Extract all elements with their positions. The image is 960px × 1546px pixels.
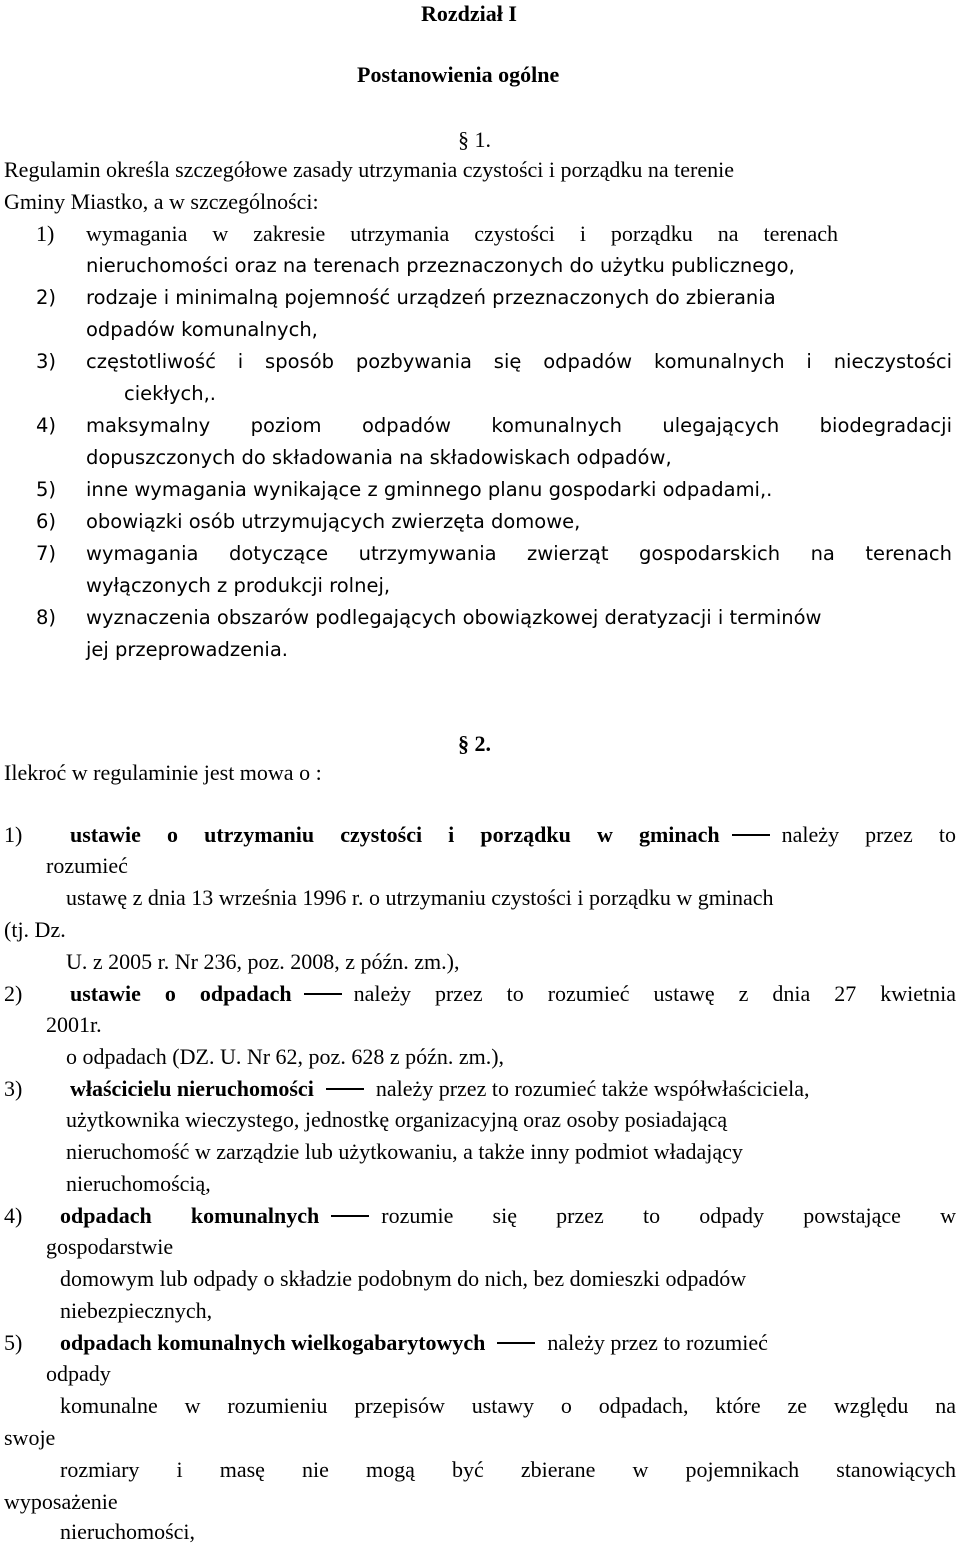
dash-separator	[331, 1215, 369, 1216]
list-item-text: wyłączonych z produkcji rolnej,	[86, 574, 391, 597]
definition-text: nieruchomość w zarządzie lub użytkowaniu, a także inny podmiot władający	[66, 1139, 743, 1164]
definition-text: ustawę z dnia 13 września 1996 r. o utrzymaniu czystości i porządku w gminach	[66, 885, 774, 910]
definition-text: domowym lub odpady o składzie podobnym do nich, bez domieszki odpadów	[60, 1266, 747, 1291]
dash-separator	[732, 834, 770, 835]
list-item-text: nieruchomości oraz na terenach przeznaczonych do użytku publicznego,	[86, 254, 795, 277]
list-item-text: maksymalny poziom odpadów komunalnych ulegających biodegradacji	[86, 414, 952, 437]
list-item-text: jej przeprowadzenia.	[86, 638, 288, 661]
chapter-title: Rozdział I	[421, 1, 517, 26]
dash-separator	[304, 993, 342, 994]
list-item-number: 7)	[36, 542, 57, 565]
list-item-text: inne wymagania wynikające z gminnego planu gospodarki odpadami,.	[86, 478, 773, 501]
definition-text: rozumie się przez to odpady powstające w	[381, 1203, 957, 1228]
definition-number: 4)	[4, 1203, 23, 1228]
definition-number: 5)	[4, 1330, 23, 1355]
definition-text: rozumieć	[46, 853, 128, 878]
list-item-number: 3)	[36, 350, 57, 373]
list-item-text: odpadów komunalnych,	[86, 318, 318, 341]
definition-text: nieruchomością,	[66, 1171, 211, 1196]
section-1-heading: § 1.	[458, 127, 491, 152]
definition-text: należy przez to rozumieć także współwłaściciela,	[375, 1076, 810, 1101]
chapter-subtitle: Postanowienia ogólne	[357, 62, 560, 87]
definition-text: (tj. Dz.	[4, 917, 66, 942]
definition-term: ustawie o odpadach	[70, 981, 292, 1006]
list-item-text: częstotliwość i sposób pozbywania się odpadów komunalnych i nieczystości	[86, 350, 952, 373]
list-item-text: rodzaje i minimalną pojemność urządzeń przeznaczonych do zbierania	[86, 286, 776, 309]
definition-text: swoje	[4, 1425, 56, 1450]
definition-text: rozmiary i masę nie mogą być zbierane w pojemnikach stanowiących	[60, 1457, 956, 1482]
section-2-heading: § 2.	[458, 731, 491, 756]
definition-text: 2001r.	[46, 1012, 102, 1037]
definition-text: należy przez to	[781, 822, 957, 847]
definition-term: odpadach komunalnych wielkogabarytowych	[60, 1330, 486, 1355]
definition-text: U. z 2005 r. Nr 236, poz. 2008, z późn. zm.),	[66, 949, 460, 974]
definition-text: nieruchomości,	[60, 1519, 196, 1544]
dash-separator	[497, 1342, 535, 1343]
definition-text: należy przez to rozumieć	[547, 1330, 768, 1355]
list-item-number: 8)	[36, 606, 57, 629]
section-1-intro-cont: Gminy Miastko, a w szczególności:	[4, 189, 319, 214]
list-item-number: 6)	[36, 510, 57, 533]
definition-text: wyposażenie	[4, 1489, 118, 1514]
dash-separator	[326, 1088, 364, 1089]
definition-lead	[60, 1329, 768, 1357]
list-item-text: dopuszczonych do składowania na składowiskach odpadów,	[86, 446, 672, 469]
list-item-number: 1)	[36, 221, 55, 246]
definition-number: 1)	[4, 822, 23, 847]
definition-text: odpady	[46, 1361, 111, 1386]
list-item-number: 5)	[36, 478, 57, 501]
definition-text: komunalne w rozumieniu przepisów ustawy o odpadach, które ze względu na	[60, 1393, 956, 1418]
definition-term: odpadach komunalnych	[60, 1203, 320, 1228]
definition-lead	[70, 821, 956, 849]
definition-text: użytkownika wieczystego, jednostkę organizacyjną oraz osoby posiadającą	[66, 1107, 728, 1132]
list-item-text: wymagania w zakresie utrzymania czystości i porządku na terenach	[86, 221, 838, 246]
list-item-number: 4)	[36, 414, 57, 437]
definition-number: 3)	[4, 1076, 23, 1101]
list-item-number: 2)	[36, 286, 57, 309]
list-item-text: ciekłych,.	[124, 382, 216, 405]
definition-number: 2)	[4, 981, 23, 1006]
definition-term: ustawie o utrzymaniu czystości i porządku w gminach	[70, 822, 720, 847]
definition-lead	[70, 1075, 810, 1103]
definition-term: właścicielu nieruchomości	[70, 1076, 314, 1101]
definition-lead	[60, 1202, 956, 1230]
list-item-text: obowiązki osób utrzymujących zwierzęta domowe,	[86, 510, 581, 533]
definition-text: niebezpiecznych,	[60, 1298, 213, 1323]
definition-text: o odpadach (DZ. U. Nr 62, poz. 628 z późn. zm.),	[66, 1044, 505, 1069]
definition-text: należy przez to rozumieć ustawę z dnia 27 kwietnia	[353, 981, 956, 1006]
section-1-intro: Regulamin określa szczegółowe zasady utrzymania czystości i porządku na terenie	[4, 157, 734, 182]
section-2-intro: Ilekroć w regulaminie jest mowa o :	[4, 760, 322, 785]
definition-text: gospodarstwie	[46, 1234, 174, 1259]
definition-lead	[70, 980, 956, 1008]
list-item-text: wymagania dotyczące utrzymywania zwierząt gospodarskich na terenach	[86, 542, 952, 565]
list-item-text: wyznaczenia obszarów podlegających obowiązkowej deratyzacji i terminów	[86, 606, 822, 629]
